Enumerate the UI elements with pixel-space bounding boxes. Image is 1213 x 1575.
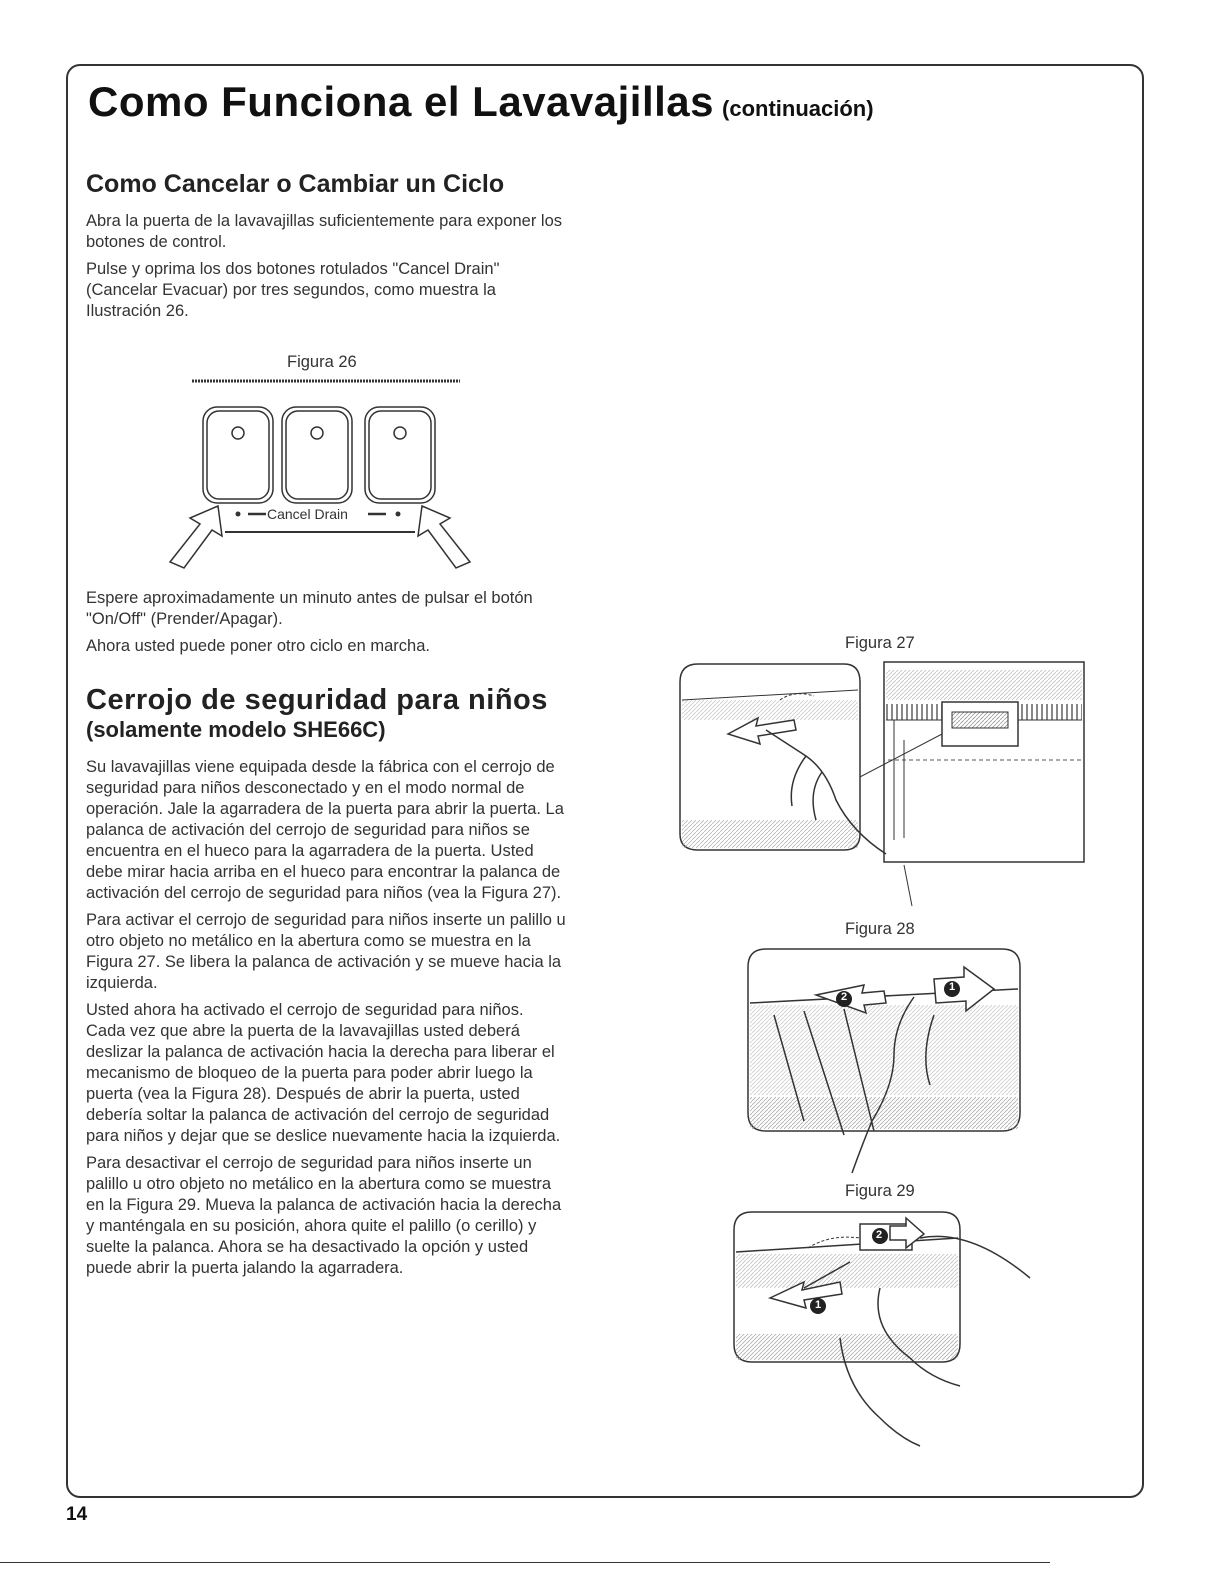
section-lock-heading: Cerrojo de seguridad para niños	[86, 684, 548, 716]
figure-28-illustration	[744, 945, 1024, 1175]
section-cancel	[86, 170, 566, 328]
figure-26-cancel-drain-label: Cancel Drain	[267, 506, 348, 522]
bottom-rule	[0, 1562, 1050, 1563]
section-lock	[86, 684, 566, 1285]
figure-26-caption: Figura 26	[287, 353, 357, 371]
section-lock-p2: Para activar el cerrojo de seguridad para niños inserte un palillo u otro objeto no metálico en la abertura como se muestra en la Figura 27. Se libera la palanca de activación y se mueve hacia la izquierda.	[86, 911, 566, 992]
section-cancel-p4: Ahora usted puede poner otro ciclo en marcha.	[86, 637, 430, 655]
figure-29-illustration	[730, 1208, 1040, 1448]
section-cancel-p1: Abra la puerta de la lavavajillas suficientemente para exponer los botones de control.	[86, 212, 563, 251]
section-cancel-heading: Como Cancelar o Cambiar un Ciclo	[86, 170, 505, 198]
page-header	[88, 78, 874, 126]
figure-28-caption: Figura 28	[845, 920, 915, 938]
section-lock-p3: Usted ahora ha activado el cerrojo de seguridad para niños. Cada vez que abre la puerta de la lavavajillas usted deberá deslizar la palanca de activación hacia la derecha para liberar el mecanismo de bloqueo de la puerta para poder abrir luego la puerta (vea la Figura 28). Después de abrir la puerta, usted debería soltar la palanca de activación del cerrojo de seguridad para niños y dejar que se deslice nuevamente hacia la izquierda.	[86, 1001, 561, 1145]
figure-28-marker-2: 2	[841, 991, 848, 1003]
section-lock-subheading: (solamente modelo SHE66C)	[86, 717, 386, 742]
section-cancel-p3: Espere aproximadamente un minuto antes de pulsar el botón "On/Off" (Prender/Apagar).	[86, 589, 533, 628]
figure-28-marker-1: 1	[949, 981, 956, 993]
figure-27-illustration	[676, 660, 1088, 910]
section-lock-p4: Para desactivar el cerrojo de seguridad para niños inserte un palillo u otro objeto no metálico en la abertura como se muestra en la Figura 29. Mueva la palanca de activación hacia la derecha y manténgala en su posición, ahora quite el palillo (o cerillo) y suelte la palanca. Ahora se ha desactivado la opción y usted puede abrir la puerta jalando la agarradera.	[86, 1154, 562, 1277]
page-number: 14	[66, 1504, 88, 1525]
section-lock-p1: Su lavavajillas viene equipada desde la fábrica con el cerrojo de seguridad para niños desconectado y en el modo normal de operación. Jale la agarradera de la puerta para abrir la puerta. La palanca de activación del cerrojo de seguridad para niños se encuentra en el hueco para la agarradera de la puerta. Usted debe mirar hacia arriba en el hueco para encontrar la palanca de activación del cerrojo de seguridad para niños (vea la Figura 27).	[86, 758, 564, 902]
section-cancel-after	[86, 588, 566, 663]
figure-29-marker-1: 1	[815, 1299, 822, 1311]
page-title-suffix: (continuación)	[722, 96, 874, 121]
figure-27-caption: Figura 27	[845, 634, 915, 652]
page-title: Como Funciona el Lavavajillas	[88, 78, 715, 125]
figure-29-caption: Figura 29	[845, 1182, 915, 1200]
figure-29-marker-2: 2	[876, 1229, 883, 1241]
section-cancel-p2: Pulse y oprima los dos botones rotulados "Cancel Drain" (Cancelar Evacuar) por tres segundos, como muestra la Ilustración 26.	[86, 260, 500, 320]
figure-26-buttons-illustration	[170, 378, 490, 588]
